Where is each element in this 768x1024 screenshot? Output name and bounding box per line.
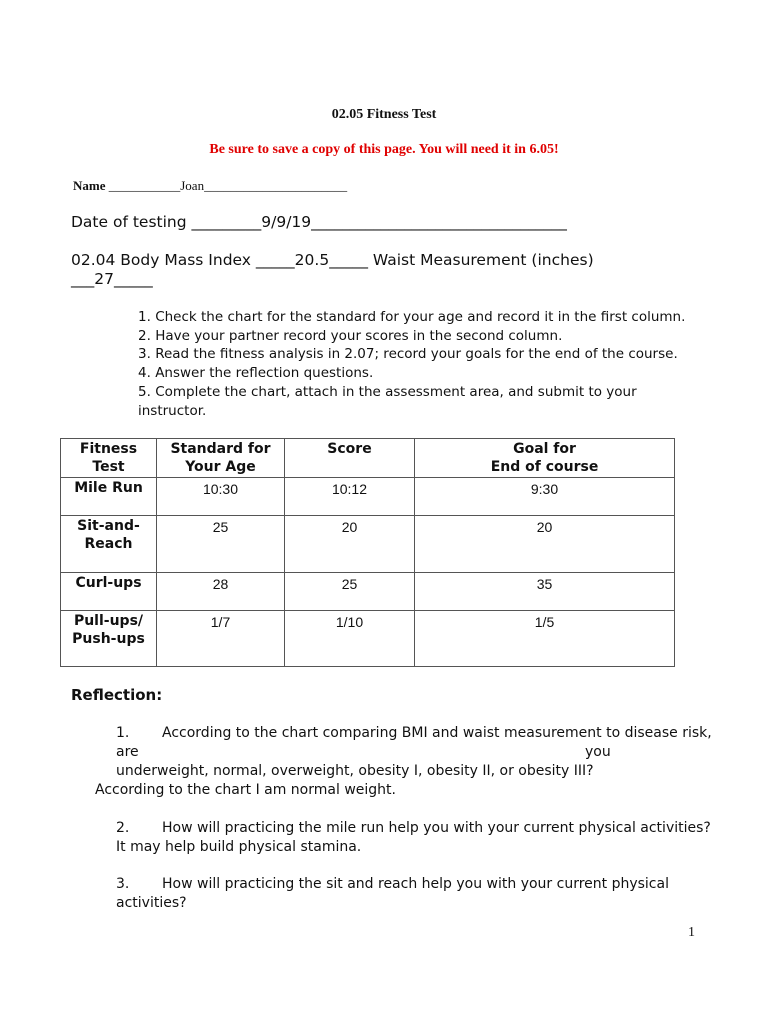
instruction-item: 3. Read the fitness analysis in 2.07; record your goals for the end of the course.: [138, 346, 678, 363]
header-goal: Goal for End of course: [415, 439, 675, 478]
date-of-testing-line: [71, 213, 567, 231]
question-3-line-2: activities?: [116, 895, 187, 911]
bmi-label: 02.04 Body Mass Index: [71, 251, 251, 269]
save-warning: Be sure to save a copy of this page. You will need it in 6.05!: [209, 142, 559, 157]
waist-line: [71, 270, 153, 288]
standard-cell[interactable]: 25: [157, 516, 285, 573]
table-row: [61, 573, 675, 611]
standard-cell[interactable]: 28: [157, 573, 285, 611]
waist-label: Waist Measurement (inches): [372, 251, 594, 269]
score-cell[interactable]: 1/10: [285, 611, 415, 667]
row-label: Pull-ups/ Push-ups: [61, 611, 157, 667]
date-label: Date of testing: [71, 213, 187, 231]
score-cell[interactable]: 10:12: [285, 478, 415, 516]
bmi-line: [71, 251, 594, 269]
bmi-value[interactable]: 20.5: [294, 251, 330, 269]
standard-cell[interactable]: 1/7: [157, 611, 285, 667]
name-blank-after: ______________________: [204, 178, 348, 193]
date-blank-after: _________________________________: [311, 213, 567, 231]
goal-cell[interactable]: 35: [415, 573, 675, 611]
bmi-blank-before: _____: [255, 251, 295, 269]
question-1-line-1: 1. According to the chart comparing BMI and waist measurement to disease risk,: [116, 725, 712, 741]
score-cell[interactable]: 20: [285, 516, 415, 573]
row-label: Sit-and- Reach: [61, 516, 157, 573]
waist-value[interactable]: 27: [94, 270, 114, 288]
bmi-blank-after: _____: [329, 251, 368, 269]
date-value[interactable]: 9/9/19: [261, 213, 312, 231]
question-1-line-2b: you: [585, 744, 611, 760]
standard-cell[interactable]: 10:30: [157, 478, 285, 516]
answer-1[interactable]: According to the chart I am normal weight.: [95, 782, 396, 798]
question-1-line-2a: are: [116, 744, 139, 760]
row-label: Curl-ups: [61, 573, 157, 611]
score-cell[interactable]: 25: [285, 573, 415, 611]
table-row: [61, 516, 675, 573]
answer-2[interactable]: It may help build physical stamina.: [116, 839, 362, 855]
question-1-line-3: underweight, normal, overweight, obesity I, obesity II, or obesity III?: [116, 763, 594, 779]
fitness-table: [60, 438, 675, 667]
name-line: [73, 178, 347, 194]
goal-cell[interactable]: 9:30: [415, 478, 675, 516]
goal-cell[interactable]: 1/5: [415, 611, 675, 667]
name-label: Name: [73, 178, 106, 193]
name-value[interactable]: Joan: [180, 178, 205, 193]
name-blank-before: ___________: [108, 178, 181, 193]
waist-blank-after: _____: [113, 270, 153, 288]
waist-blank-before: ___: [71, 270, 95, 288]
date-blank-before: _________: [191, 213, 262, 231]
question-3-line-1: 3. How will practicing the sit and reach help you with your current physical: [116, 876, 669, 892]
header-fitness-test: Fitness Test: [61, 439, 157, 478]
instruction-item: 1. Check the chart for the standard for your age and record it in the first column.: [138, 309, 686, 325]
table-row: [61, 611, 675, 667]
header-score: Score: [285, 439, 415, 478]
row-label: Mile Run: [61, 478, 157, 516]
table-row: [61, 478, 675, 516]
page-number: 1: [688, 925, 695, 940]
reflection-heading: Reflection:: [71, 686, 163, 704]
question-2-line-1: 2. How will practicing the mile run help you with your current physical activities?: [116, 820, 711, 836]
instruction-item: 5. Complete the chart, attach in the assessment area, and submit to your instructor.: [138, 383, 637, 419]
goal-cell[interactable]: 20: [415, 516, 675, 573]
header-standard: Standard for Your Age: [157, 439, 285, 478]
instruction-item: 4. Answer the reflection questions.: [138, 365, 374, 382]
page-title: 02.05 Fitness Test: [331, 107, 437, 122]
instruction-item: 2. Have your partner record your scores in the second column.: [138, 327, 563, 344]
instructions-list: [138, 308, 698, 420]
